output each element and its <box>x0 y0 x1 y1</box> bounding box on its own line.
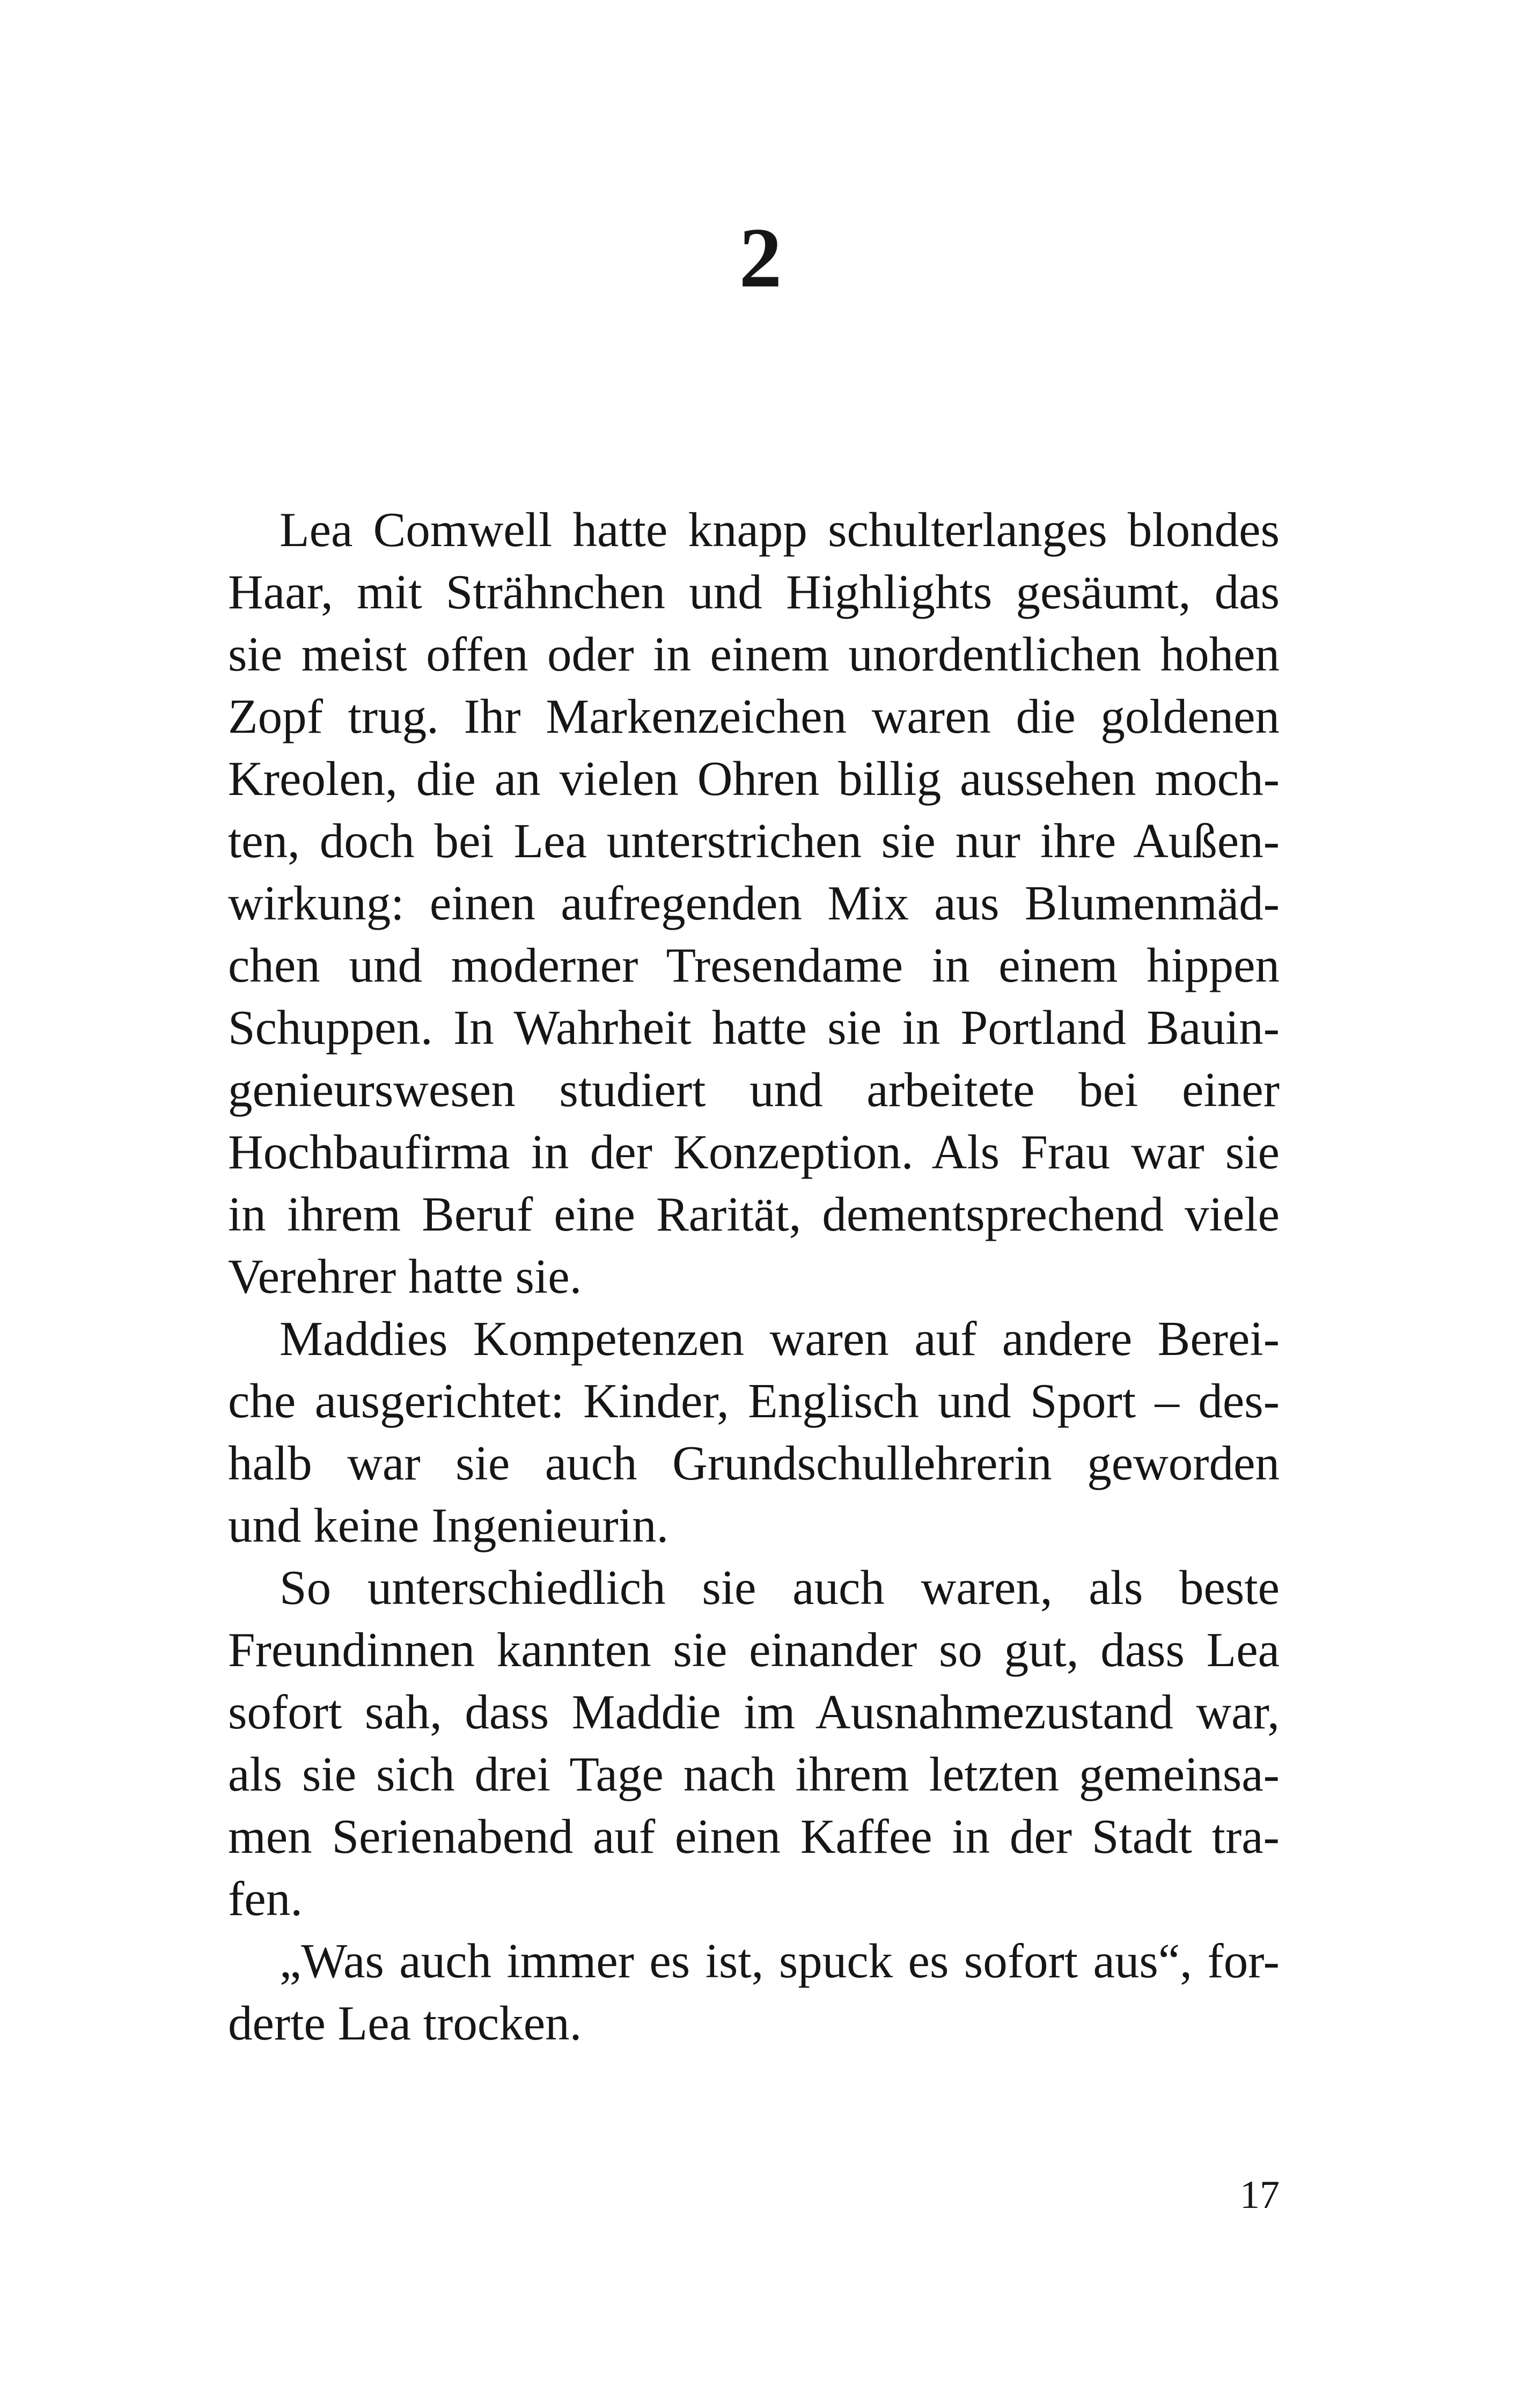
text-line: chen und moderner Tresendame in einem hippen <box>228 938 1280 992</box>
text-line: halb war sie auch Grundschullehrerin geworden <box>228 1436 1280 1490</box>
text-line: So unterschiedlich sie auch waren, als beste <box>280 1560 1280 1615</box>
text-line: Hochbaufirma in der Konzeption. Als Frau war sie <box>228 1125 1280 1179</box>
text-line: derte Lea trocken. <box>228 1996 582 2050</box>
page-number: 17 <box>1240 2173 1280 2217</box>
paragraph <box>228 1930 1280 2054</box>
text-line: sie meist offen oder in einem unordentlichen hohen <box>228 627 1280 681</box>
text-line: als sie sich drei Tage nach ihrem letzten gemeinsa- <box>228 1747 1280 1801</box>
text-line: Zopf trug. Ihr Markenzeichen waren die goldenen <box>228 689 1280 743</box>
text-line: men Serienabend auf einen Kaffee in der Stadt tra- <box>228 1809 1280 1864</box>
text-line: che ausgerichtet: Kinder, Englisch und Sport – des- <box>228 1374 1280 1428</box>
text-line: „Was auch immer es ist, spuck es sofort aus“, for- <box>280 1934 1280 1988</box>
text-line: Haar, mit Strähnchen und Highlights gesäumt, das <box>228 565 1280 619</box>
paragraph <box>228 1557 1280 1930</box>
text-line: genieurswesen studiert und arbeitete bei einer <box>228 1063 1280 1117</box>
text-line: wirkung: einen aufregenden Mix aus Blumenmäd- <box>228 876 1280 930</box>
text-line: Freundinnen kannten sie einander so gut, dass Lea <box>228 1623 1280 1677</box>
text-line: Kreolen, die an vielen Ohren billig aussehen moch- <box>228 752 1280 806</box>
text-line: und keine Ingenieurin. <box>228 1498 669 1552</box>
chapter-number: 2 <box>739 210 782 305</box>
text-line: in ihrem Beruf eine Rarität, dementsprechend viele <box>228 1187 1280 1241</box>
paragraph <box>228 1308 1280 1557</box>
text-line: Schuppen. In Wahrheit hatte sie in Portland Bauin- <box>228 1000 1280 1055</box>
body-text <box>228 499 1280 2054</box>
text-line: sofort sah, dass Maddie im Ausnahmezustand war, <box>228 1685 1280 1739</box>
paragraph <box>228 499 1280 1308</box>
text-line: ten, doch bei Lea unterstrichen sie nur ihre Außen- <box>228 814 1280 868</box>
text-line: Maddies Kompetenzen waren auf andere Berei- <box>280 1312 1280 1366</box>
text-line: Verehrer hatte sie. <box>228 1249 582 1304</box>
text-line: Lea Comwell hatte knapp schulterlanges blondes <box>280 503 1280 557</box>
text-line: fen. <box>228 1872 303 1926</box>
